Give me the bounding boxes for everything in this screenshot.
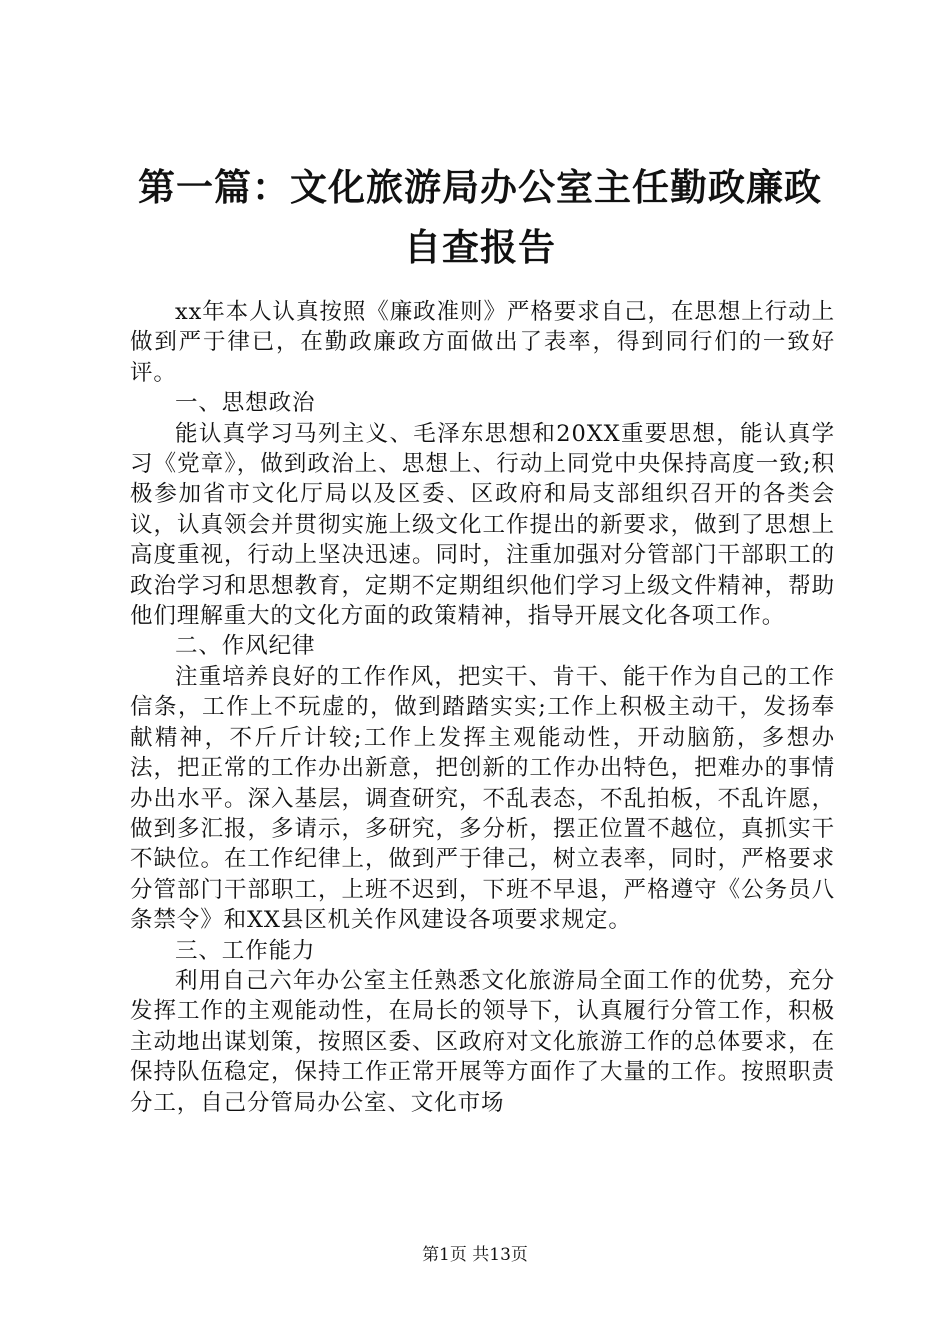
section-paragraph-politics: 能认真学习马列主义、毛泽东思想和20XX重要思想，能认真学习《党章》，做到政治上、思想上、行动上同党中央保持高度一致;积极参加省市文化厅局以及区委、区政府和局支部组织召开的各类会议，认真领会并贯彻实施上级文化工作提出的新要求，做到了思想上高度重视，行动上坚决迅速。同时，注重加强对分管部门干部职工的政治学习和思想教育，定期不定期组织他们学习上级文件精神，帮助他们理解重大的文化方面的政策精神，指导开展文化各项工作。: [130, 420, 835, 630]
section-heading-ability: 三、工作能力: [175, 937, 316, 964]
section-paragraph-ability: 利用自己六年办公室主任熟悉文化旅游局全面工作的优势，充分发挥工作的主观能动性，在局长的领导下，认真履行分管工作，积极主动地出谋划策，按照区委、区政府对文化旅游工作的总体要求，在保持队伍稳定，保持工作正常开展等方面作了大量的工作。按照职责分工，自己分管局办公室、文化市场: [130, 967, 835, 1116]
section-heading-politics: 一、思想政治: [175, 390, 316, 417]
page-footer: 第1页 共13页: [422, 1245, 528, 1265]
intro-paragraph: xx年本人认真按照《廉政准则》严格要求自己，在思想上行动上做到严于律已，在勤政廉政方面做出了表率，得到同行们的一致好评。: [130, 299, 835, 386]
section-paragraph-discipline: 注重培养良好的工作作风，把实干、肯干、能干作为自己的工作信条，工作上不玩虚的，做到踏踏实实;工作上积极主动干，发扬奉献精神，不斤斤计较;工作上发挥主观能动性，开动脑筋，多想办法，把正常的工作办出新意，把创新的工作办出特色，把难办的事情办出水平。深入基层，调查研究，不乱表态，不乱拍板，不乱许愿，做到多汇报，多请示，多研究，多分析，摆正位置不越位，真抓实干不缺位。在工作纪律上，做到严于律己，树立表率，同时，严格要求分管部门干部职工，上班不迟到，下班不早退，严格遵守《公务员八条禁令》和XX县区机关作风建设各项要求规定。: [130, 663, 835, 934]
document-title: 第一篇：文化旅游局办公室主任勤政廉政自查报告: [138, 165, 822, 269]
section-heading-discipline: 二、作风纪律: [175, 633, 316, 660]
document-body: [130, 297, 835, 1118]
